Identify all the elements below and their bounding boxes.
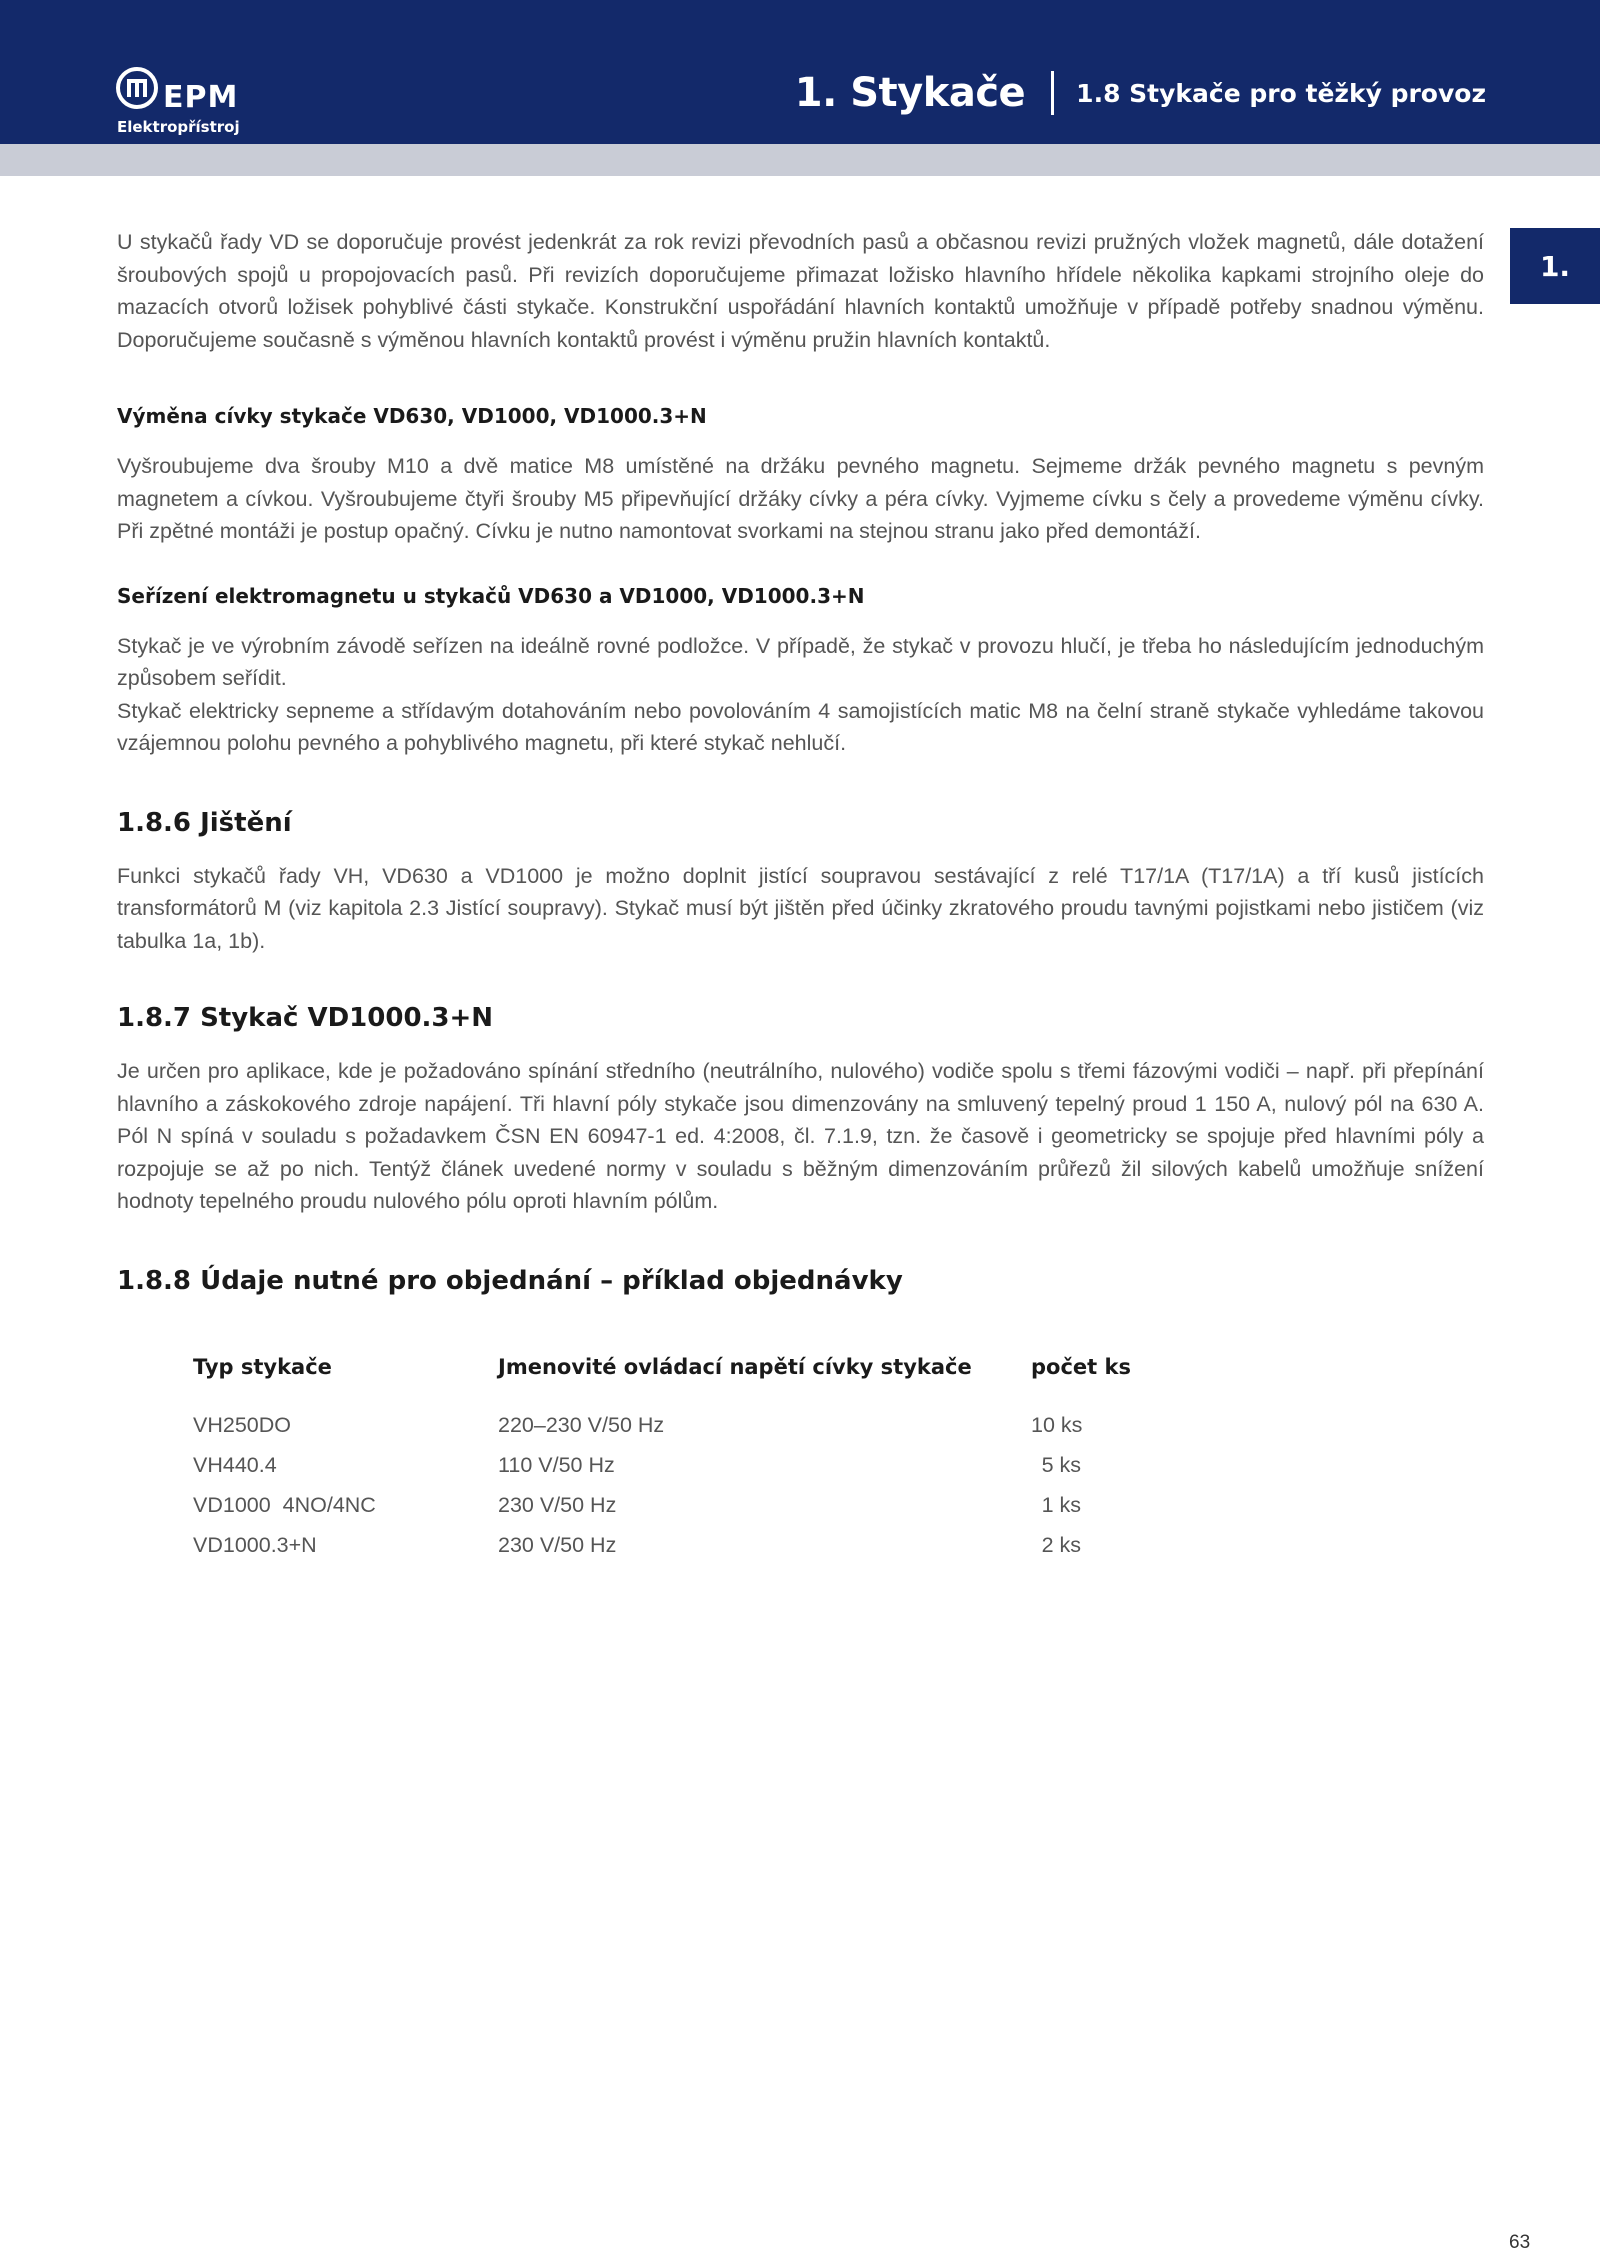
table-row [193,1405,1193,1445]
table-row [193,1485,1193,1525]
table-cell-voltage: 110 V/50 Hz [498,1452,615,1477]
table-cell-voltage: 220–230 V/50 Hz [498,1412,665,1437]
magnet-adjustment-heading: Seřízení elektromagnetu u stykačů VD630 a VD1000, VD1000.3+N [117,583,865,608]
table-cell-qty: 5 ks [1041,1452,1081,1477]
section-187-heading: 1.8.7 Stykač VD1000.3+N [117,1003,494,1033]
logo-brand-text: EPM [163,80,239,115]
section-187-text: Je určen pro aplikace, kde je požadováno spínání středního (neutrálního, nulového) vodiče spolu s třemi fázovými vodiči – např. při přepínání hlavního a záskokového zdroje napájení. Tři hlavní póly stykače jsou dimenzovány na smluvený tepelný proud 1 150 A, nulový pól na 630 A. Pól N spíná v souladu s požadavkem ČSN EN 60947-1 ed. 4:2008, čl. 7.1.9, tzn. že časově i geometricky se spojuje před hlavními póly a rozpojuje se až po nich. Tentýž článek uvedené normy v souladu s běžným dimenzováním průřezů žil silových kabelů umožňuje snížení hodnoty tepelného proudu nulového pólu oproti hlavním pólům. [117,1059,1484,1213]
table-header-row [193,1347,1193,1387]
table-cell-voltage: 230 V/50 Hz [498,1492,617,1517]
table-header-type: Typ stykače [193,1355,332,1379]
section-title: 1.8 Stykače pro těžký provoz [1076,78,1486,108]
magnet-adjustment-text-1: Stykač je ve výrobním závodě seřízen na ideálně rovné podložce. V případě, že stykač v provozu hlučí, je třeba ho následujícím jednoduchým způsobem seřídit. [117,633,1484,690]
table-header-voltage: Jmenovité ovládací napětí cívky stykače [498,1355,972,1379]
epm-logo [115,66,265,140]
page-number: 63 [1509,2232,1531,2253]
order-example-table [193,1347,1193,1565]
section-188-heading: 1.8.8 Údaje nutné pro objednání – příklad objednávky [117,1265,903,1296]
header-title [795,70,1486,116]
table-cell-qty: 2 ks [1041,1532,1081,1557]
coil-replacement-heading: Výměna cívky stykače VD630, VD1000, VD1000.3+N [117,404,707,428]
section-186-heading: 1.8.6 Jištění [117,807,292,838]
table-row [193,1525,1193,1565]
header-separator [1051,71,1054,115]
table-cell-type: VD1000.3+N [193,1532,317,1557]
epm-logo-icon [115,66,159,110]
table-cell-voltage: 230 V/50 Hz [498,1532,617,1557]
coil-replacement-text: Vyšroubujeme dva šrouby M10 a dvě matice M8 umístěné na držáku pevného magnetu. Sejmeme držák pevného magnetu s pevným magnetem a cívkou. Vyšroubujeme čtyři šrouby M5 připevňující držáky cívky a péra cívky. Vyjmeme cívku s čely a provedeme výměnu cívky. Při zpětné montáži je postup opačný. Cívku je nutno namontovat svorkami na stejnou stranu jako před demontáží. [117,454,1484,543]
table-header-qty: počet ks [1031,1355,1131,1379]
chapter-title: 1. Stykače [794,70,1026,116]
page-content [117,226,1484,1296]
intro-paragraph: U stykačů řady VD se doporučuje provést jedenkrát za rok revizi převodních pasů a občasnou revizi pružných vložek magnetů, dále dotažení šroubových spojů u propojovacích pasů. Při revizích doporučujeme přimazat ložisko hlavního hřídele několika kapkami strojního oleje do mazacích otvorů ložisek pohyblivé části stykače. Konstrukční uspořádání hlavních kontaktů umožňuje v případě potřeby snadnou výměnu. Doporučujeme současně s výměnou hlavních kontaktů provést i výměnu pružin hlavních kontaktů. [117,230,1484,352]
logo-subtext: Elektropřístroj [117,118,240,136]
magnet-adjustment-text-2: Stykač elektricky sepneme a střídavým dotahováním nebo povolováním 4 samojistících matic M8 na čelní straně stykače vyhledáme takovou vzájemnou polohu pevného a pohyblivého magnetu, při které stykač nehlučí. [117,698,1484,755]
table-cell-type: VH440.4 [193,1452,277,1477]
chapter-tab: 1. [1510,228,1600,304]
header-stripe [0,144,1600,176]
table-cell-qty: 10 ks [1031,1412,1083,1437]
section-186-text: Funkci stykačů řady VH, VD630 a VD1000 je možno doplnit jistící soupravou sestávající z relé T17/1A (T17/1A) a tří kusů jistících transformátorů M (viz kapitola 2.3 Jistící soupravy). Stykač musí být jištěn před účinky zkratového proudu tavnými pojistkami nebo jističem (viz tabulka 1a, 1b). [117,863,1484,953]
table-cell-type: VD1000 4NO/4NC [193,1492,376,1517]
table-row [193,1445,1193,1485]
table-cell-type: VH250DO [193,1412,291,1437]
table-cell-qty: 1 ks [1041,1492,1081,1517]
